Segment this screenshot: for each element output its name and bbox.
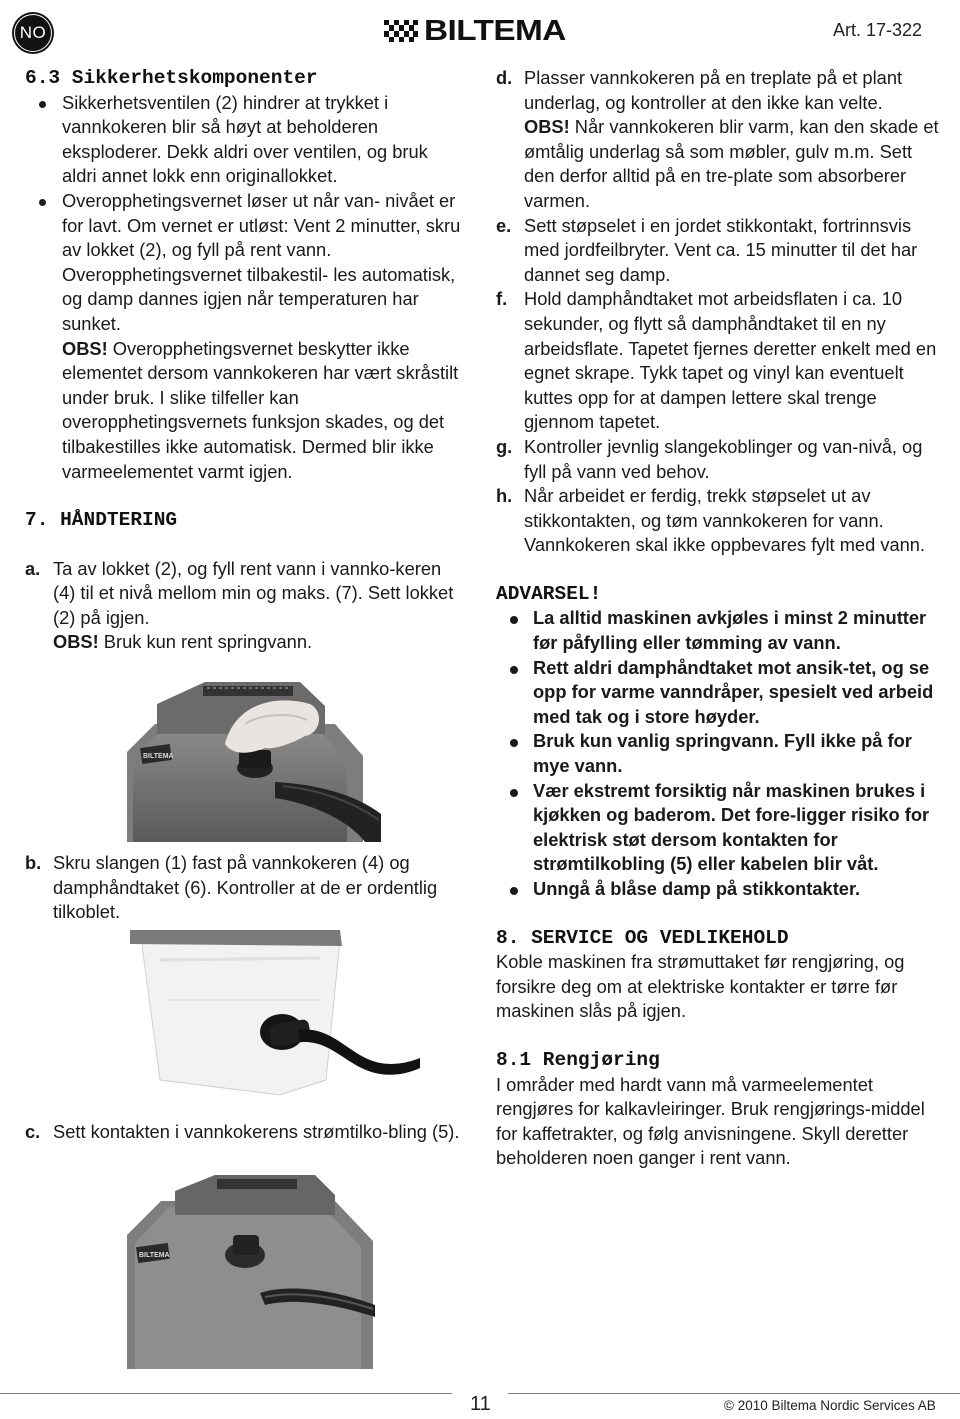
obs-text: Bruk kun rent springvann.	[98, 631, 313, 653]
step-b	[25, 851, 465, 925]
step-label: f.	[496, 288, 508, 310]
warning-text: Unngå å blåse damp på stikkontakter.	[533, 878, 861, 899]
step-b-block	[25, 851, 465, 925]
step-f	[496, 287, 941, 435]
step-text: Kontroller jevnlig slangekoblinger og van-nivå, og fyll på vann ved behov.	[524, 435, 923, 482]
checker-icon	[384, 20, 418, 42]
unit-logo-text: BILTEMA	[139, 1252, 170, 1259]
section-6-3-heading: 6.3 Sikkerhetskomponenter	[25, 67, 318, 89]
obs-note	[25, 630, 465, 655]
step-c	[25, 1120, 465, 1145]
bullet-text: Sikkerhetsventilen (2) hindrer at trykket i vannkokeren blir så høyt at beholderen eksploderer. Dekk aldri over ventilen, og bruk aldri annet lokk enn originallokket.	[62, 91, 428, 187]
warning-item	[496, 606, 941, 655]
step-text: Hold damphåndtaket mot arbeidsflaten i ca. 10 sekunder, og flytt så damphåndtaket til en ny arbeidsflate. Tapetet fjernes deretter enkelt med en egnet skrape. Tykk tapet og vinyl kan eventuelt kuttes opp for at dampen lettere skal trenge gjennom tapetet.	[524, 288, 937, 433]
bullet-item	[25, 189, 465, 337]
language-code: NO	[14, 14, 52, 52]
obs-label: OBS!	[53, 631, 99, 653]
obs-text: Overopphetingsvernet beskytter ikke elementet dersom vannkokeren har vært skråstilt under bruk. I slike tilfeller kan overopphetingsvernets funksjon skades, og det tilbakestilles ikke automatisk. Dermed blir ikke varmeelementet varmt igjen.	[62, 337, 459, 482]
section-8-text: Koble maskinen fra strømuttaket før rengjøring, og forsikre deg om at elektriske kontakter er tørre før maskinen slås på igjen.	[496, 951, 905, 1022]
language-badge	[12, 12, 54, 54]
step-g	[496, 435, 941, 484]
step-a	[25, 557, 465, 631]
warning-item	[496, 656, 941, 730]
bullet-text-cont: nivået er for lavt. Om vernet er utløst: Vent 2 minutter, skru av lokket (2), og fyll på rent vann. Overopphetingsvernet tilbakestil-	[62, 189, 461, 285]
step-label: g.	[496, 435, 513, 457]
step-h	[496, 484, 941, 558]
bullet-icon	[510, 789, 518, 797]
warning-heading: ADVARSEL!	[496, 582, 602, 605]
bullet-icon	[510, 739, 518, 747]
step-label: h.	[496, 485, 513, 507]
step-text: Ta av lokket (2), og fyll rent vann i vannko-keren (4) til et nivå mellom min og maks. (7). Sett lokket (2) på igjen.	[53, 557, 454, 628]
step-label: e.	[496, 214, 512, 236]
section-8-1-text: I områder med hardt vann må varmeelementet rengjøres for kalkavleiringer. Bruk rengjørings-middel for kaffetrakter, og følg anvisningene. Skyll deretter beholderen noen ganger i rent vann.	[496, 1073, 925, 1169]
step-text: Når arbeidet er ferdig, trekk støpselet ut av stikkontakten, og tøm vannkokeren for vann. Vannkokeren skal ikke oppbevares fylt med vann.	[524, 485, 926, 556]
obs-text: Når vannkokeren blir varm, kan den skade et ømtålig underlag så som møbler, gulv m.m. Sett den derfor alltid på en tre-plate som absorberer varmen.	[524, 116, 939, 211]
photo-connect-hose	[130, 930, 420, 1100]
article-number: Art. 17-322	[832, 20, 922, 40]
step-label: a.	[25, 557, 41, 579]
brand-logo	[384, 14, 580, 47]
step-label: b.	[25, 852, 42, 873]
warning-text: La alltid maskinen avkjøles i minst 2 minutter før påfylling eller tømming av vann.	[533, 607, 927, 654]
photo-fill-water	[125, 664, 381, 842]
copyright: © 2010 Biltema Nordic Services AB	[724, 1398, 936, 1413]
step-c-block	[25, 1120, 465, 1145]
photo-plug-in	[125, 1175, 375, 1369]
warning-text: Vær ekstremt forsiktig når maskinen brukes i kjøkken og baderom. Det fore-ligger risiko for elektrisk støt dersom kontakten for strømtilkobling (5) eller kabelen blir våt.	[533, 779, 930, 875]
obs-note	[25, 337, 465, 485]
right-column	[496, 66, 941, 1171]
bullet-text: Overopphetingsvernet løser ut når van-	[62, 189, 381, 211]
warning-item	[496, 877, 941, 902]
step-text: Sett støpselet i en jordet stikkontakt, fortrinnsvis med jordfeilbryter. Vent ca. 15 minutter til det har dannet seg damp.	[524, 214, 918, 285]
bullet-item	[25, 91, 465, 189]
section-8-heading: 8. SERVICE OG VEDLIKEHOLD	[496, 926, 789, 949]
page-number: 11	[470, 1393, 491, 1415]
step-d	[496, 66, 941, 115]
bullet-icon	[510, 666, 518, 674]
bullet-icon	[39, 199, 46, 206]
unit-logo-text: BILTEMA	[143, 753, 174, 760]
warning-list	[496, 606, 941, 901]
obs-label: OBS!	[524, 116, 570, 138]
photo-illustration	[130, 930, 420, 1100]
section-8-1-heading: 8.1 Rengjøring	[496, 1048, 660, 1071]
step-label: c.	[25, 1121, 41, 1142]
step-text: Skru slangen (1) fast på vannkokeren (4) og damphåndtaket (6). Kontroller at de er ordentlig tilkoblet.	[53, 852, 438, 923]
obs-label: OBS!	[62, 337, 108, 359]
warning-text: Bruk kun vanlig springvann. Fyll ikke på for mye vann.	[533, 730, 912, 777]
step-label: d.	[496, 67, 513, 88]
bullet-icon	[510, 887, 518, 895]
obs-note	[496, 115, 941, 213]
bullet-icon	[510, 616, 518, 624]
step-text: Plasser vannkokeren på en treplate på et plant underlag, og kontroller at den ikke kan velte.	[524, 67, 903, 113]
bullet-text-cont: les automatisk, og damp dannes igjen når temperaturen har sunket.	[62, 263, 456, 334]
photo-illustration	[125, 1175, 375, 1369]
photo-illustration	[125, 664, 381, 842]
warning-item	[496, 729, 941, 778]
step-e	[496, 214, 941, 288]
warning-item	[496, 779, 941, 877]
bullet-icon	[39, 101, 46, 108]
section-7-heading: 7. HÅNDTERING	[25, 509, 178, 532]
left-column	[25, 66, 465, 655]
brand-name: BILTEMA	[424, 14, 566, 47]
step-text: Sett kontakten i vannkokerens strømtilko-bling (5).	[53, 1121, 460, 1142]
warning-text: Rett aldri damphåndtaket mot ansik-tet, og se opp for varme vanndråper, spesielt ved arbeid med tak og i store høyder.	[533, 656, 934, 727]
